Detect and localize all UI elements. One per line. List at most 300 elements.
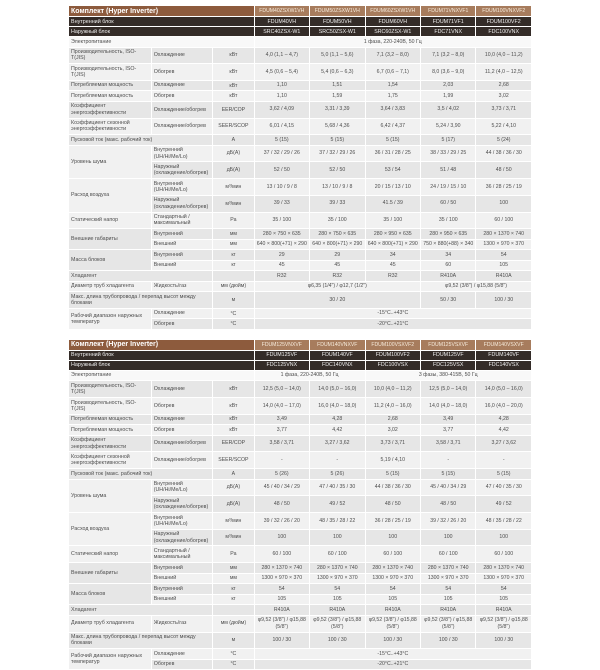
unit-label: м: [213, 292, 253, 308]
row-label: Диаметр труб хладагента: [69, 282, 151, 292]
spec-row: [69, 81, 531, 91]
row-sublabel: Внутренний: [152, 584, 213, 594]
spec-value: 100: [310, 530, 364, 546]
unit-label: кВт: [213, 381, 253, 397]
row-label: Диаметр труб хладагента: [69, 616, 151, 632]
spec-value: 16,0 (4,0 – 18,0): [310, 398, 364, 414]
unit-label: кВт: [213, 48, 253, 64]
spec-row: [69, 398, 531, 414]
row-label: Производительность, ISO-T(JIS): [69, 398, 151, 414]
spec-value: 36 / 31 / 28 / 25: [366, 146, 420, 162]
row-sublabel: Охлаждение/обогрев: [152, 452, 213, 468]
row-sublabel: Внешний: [152, 574, 213, 584]
table-title: Комплект (Hyper Inverter): [69, 340, 254, 350]
unit-label: кВт: [213, 64, 253, 80]
spec-value: 5 (15): [476, 469, 531, 479]
inner-unit-model: FDUM71VF1: [421, 17, 475, 26]
spec-value: 6,7 (0,6 – 7,1): [366, 64, 420, 80]
spec-value: 35 / 100: [421, 213, 475, 229]
spec-row: [69, 119, 531, 135]
unit-label: EER/COP: [213, 436, 253, 452]
kit-model-header: FDUM140VSXVF: [476, 340, 531, 350]
spec-value: 1,75: [366, 91, 420, 101]
unit-label: м: [213, 633, 253, 649]
unit-label: дБ(А): [213, 480, 253, 496]
spec-row: [69, 102, 531, 118]
spec-value: 60 / 100: [366, 546, 420, 562]
row-sublabel: Обогрев: [152, 64, 213, 80]
spec-value: 1,10: [255, 81, 309, 91]
spec-row: [69, 309, 531, 319]
spec-value: 4,28: [310, 415, 364, 425]
spec-value: 640 × 800(+71) × 290: [255, 240, 309, 250]
inner-block-label: Внутренний блок: [69, 17, 254, 26]
spec-value: 52 / 50: [255, 162, 309, 178]
unit-label: кг: [213, 261, 253, 271]
spec-value: 280 × 1370 × 740: [421, 563, 475, 573]
spec-value: 5,19 / 4,10: [366, 452, 420, 468]
spec-value: -20°C..+21°C: [255, 319, 531, 329]
row-sublabel: Внутренний (UH/Hi/Me/Lo): [152, 513, 213, 529]
unit-label: м³/мин: [213, 513, 253, 529]
spec-value: 45: [366, 261, 420, 271]
outer-block-label: Наружный блок: [69, 361, 254, 370]
spec-row: [69, 513, 531, 529]
spec-value: 5,68 / 4,36: [310, 119, 364, 135]
spec-value: 100: [421, 530, 475, 546]
spec-row: [69, 48, 531, 64]
inner-block-label: Внутренний блок: [69, 351, 254, 360]
spec-row: [69, 546, 531, 562]
spec-value: 2,68: [476, 81, 531, 91]
spec-row: [69, 452, 531, 468]
spec-row: [69, 91, 531, 101]
spec-row: [69, 605, 531, 615]
spec-row: [69, 135, 531, 145]
spec-value: 100 / 30: [476, 633, 531, 649]
spec-value: 39 / 33: [255, 196, 309, 212]
spec-value: 51 / 48: [421, 162, 475, 178]
spec-value: 48 / 50: [476, 162, 531, 178]
spec-value: R410A: [421, 605, 475, 615]
row-sublabel: Жидкость/газ: [152, 616, 213, 632]
spec-value: 105: [310, 595, 364, 605]
outer-unit-model: FDC125VNX: [255, 361, 309, 370]
row-sublabel: Стандартный / максимальный: [152, 213, 213, 229]
row-sublabel: Охлаждение: [152, 48, 213, 64]
spec-value: 45: [255, 261, 309, 271]
spec-value: 36 / 28 / 25 / 19: [476, 179, 531, 195]
unit-label: A: [213, 469, 253, 479]
spec-value: 54: [255, 584, 309, 594]
spec-value: 280 × 750 × 635: [310, 229, 364, 239]
spec-value: 640 × 800(+71) × 290: [366, 240, 420, 250]
row-label: Масса блоков: [69, 250, 151, 270]
spec-value: R410A: [421, 271, 475, 281]
spec-value: 100 / 30: [310, 633, 364, 649]
row-sublabel: Наружный (охлаждение/обогрев): [152, 196, 213, 212]
spec-value: 1 фаза, 220-240В, 50 Гц: [255, 37, 531, 47]
spec-value: 3,58 / 3,71: [255, 436, 309, 452]
spec-value: R410A: [310, 605, 364, 615]
spec-value: 20 / 15 / 13 / 10: [366, 179, 420, 195]
spec-value: 100: [255, 530, 309, 546]
spec-value: 3 фазы, 380-415В, 50 Гц: [366, 371, 531, 381]
spec-row: [69, 415, 531, 425]
spec-value: 13 / 10 / 9 / 8: [310, 179, 364, 195]
row-label: Коэффициент энергоэффективности: [69, 102, 151, 118]
spec-value: 45 / 40 / 34 / 29: [421, 480, 475, 496]
spec-value: 44 / 38 / 36 / 30: [476, 146, 531, 162]
spec-value: -15°C..+43°C: [255, 309, 531, 319]
row-label: Потребляемая мощность: [69, 425, 151, 435]
unit-label: EER/COP: [213, 102, 253, 118]
spec-value: 105: [421, 595, 475, 605]
spec-value: φ9,52 (3/8") / φ15,88 (5/8"): [366, 616, 420, 632]
outer-unit-model: FDC100VNX: [476, 27, 531, 36]
spec-value: 3,5 / 4,02: [421, 102, 475, 118]
spec-value: 280 × 1370 × 740: [310, 563, 364, 573]
spec-value: 5 (26): [255, 469, 309, 479]
row-label: Потребляемая мощность: [69, 81, 151, 91]
inner-unit-model: FDUM140VF: [476, 351, 531, 360]
unit-label: дБ(А): [213, 146, 253, 162]
spec-value: 60 / 100: [476, 546, 531, 562]
spec-value: 3,02: [366, 425, 420, 435]
spec-row: [69, 616, 531, 632]
spec-value: 60 / 100: [421, 546, 475, 562]
unit-label: м³/мин: [213, 196, 253, 212]
spec-value: 3,27 / 3,62: [476, 436, 531, 452]
spec-value: 2,03: [421, 81, 475, 91]
unit-label: м³/мин: [213, 179, 253, 195]
row-sublabel: Внешний: [152, 261, 213, 271]
spec-value: 48 / 35 / 28 / 22: [476, 513, 531, 529]
spec-value: 100 / 30: [476, 292, 531, 308]
spec-value: φ9,52 (3/8") / φ15,88 (5/8"): [421, 616, 475, 632]
inner-unit-model: FDUM100VF2: [366, 351, 420, 360]
outer-unit-model: FDC140VSX: [476, 361, 531, 370]
outer-unit-model: FDC140VNX: [310, 361, 364, 370]
row-sublabel: Обогрев: [152, 91, 213, 101]
row-label: Производительность, ISO-T(JIS): [69, 64, 151, 80]
spec-value: φ9,52 (3/8") / φ15,88 (5/8"): [421, 282, 531, 292]
unit-label: SEER/SCOP: [213, 452, 253, 468]
spec-row: [69, 292, 531, 308]
spec-value: 750 × 880(+88) × 340: [421, 240, 475, 250]
row-sublabel: Внешний: [152, 595, 213, 605]
spec-value: 100 / 30: [421, 633, 475, 649]
spec-value: 48 / 50: [255, 496, 309, 512]
row-sublabel: Охлаждение/обогрев: [152, 436, 213, 452]
spec-value: -: [310, 452, 364, 468]
spec-value: 49 / 52: [310, 496, 364, 512]
row-label: Внешние габариты: [69, 229, 151, 249]
spec-value: 100: [476, 196, 531, 212]
row-label: Электропитание: [69, 371, 254, 381]
spec-value: 105: [476, 261, 531, 271]
spec-value: 14,0 (5,0 – 16,0): [310, 381, 364, 397]
spec-row: [69, 469, 531, 479]
unit-label: мм: [213, 574, 253, 584]
spec-value: 5 (15): [366, 469, 420, 479]
unit-label: SEER/SCOP: [213, 119, 253, 135]
spec-value: φ9,52 (3/8") / φ15,88 (5/8"): [255, 616, 309, 632]
spec-value: 3,64 / 3,83: [366, 102, 420, 118]
spec-value: 3,62 / 4,09: [255, 102, 309, 118]
row-sublabel: Внутренний: [152, 563, 213, 573]
spec-value: 3,27 / 3,62: [310, 436, 364, 452]
spec-value: 54: [421, 584, 475, 594]
spec-value: 280 × 1370 × 740: [366, 563, 420, 573]
spec-value: 47 / 40 / 35 / 30: [310, 480, 364, 496]
unit-label: °C: [213, 309, 253, 319]
row-label: Коэффициент сезонной энергоэффективности: [69, 452, 151, 468]
spec-value: 1300 × 970 × 370: [255, 574, 309, 584]
spec-value: 5 (15): [255, 135, 309, 145]
spec-value: 10,0 (4,0 – 11,2): [366, 381, 420, 397]
spec-value: 36 / 28 / 25 / 19: [366, 513, 420, 529]
spec-value: 4,0 (1,1 – 4,7): [255, 48, 309, 64]
unit-label: мм: [213, 563, 253, 573]
row-label: Масса блоков: [69, 584, 151, 604]
unit-label: кВт: [213, 91, 253, 101]
spec-value: 280 × 950 × 635: [421, 229, 475, 239]
outer-unit-model: FDC125VSX: [421, 361, 475, 370]
spec-value: 1300 × 970 × 370: [476, 240, 531, 250]
row-sublabel: Обогрев: [152, 660, 213, 670]
spec-value: 640 × 800(+71) × 290: [310, 240, 364, 250]
outer-block-label: Наружный блок: [69, 27, 254, 36]
spec-value: 41.5 / 39: [366, 196, 420, 212]
row-sublabel: Охлаждение/обогрев: [152, 102, 213, 118]
row-label: Расход воздуха: [69, 513, 151, 545]
spec-value: 60 / 100: [476, 213, 531, 229]
spec-row: [69, 146, 531, 162]
spec-value: 1,51: [310, 81, 364, 91]
spec-value: 37 / 32 / 29 / 26: [310, 146, 364, 162]
spec-value: R32: [310, 271, 364, 281]
row-label: Производительность, ISO-T(JIS): [69, 48, 151, 64]
spec-value: φ9,52 (3/8") / φ15,88 (5/8"): [476, 616, 531, 632]
row-label: Уровень шума: [69, 146, 151, 178]
spec-value: 38 / 33 / 29 / 25: [421, 146, 475, 162]
spec-value: 3,73 / 3,71: [366, 436, 420, 452]
unit-label: кВт: [213, 398, 253, 414]
spec-value: 1,10: [255, 91, 309, 101]
spec-value: 3,77: [421, 425, 475, 435]
spec-value: 7,1 (3,2 – 8,0): [421, 48, 475, 64]
spec-value: 105: [476, 595, 531, 605]
spec-row: [69, 584, 531, 594]
row-sublabel: Обогрев: [152, 398, 213, 414]
unit-label: кВт: [213, 81, 253, 91]
row-sublabel: Охлаждение/обогрев: [152, 119, 213, 135]
unit-label: кВт: [213, 415, 253, 425]
spec-value: -15°C..+43°C: [255, 649, 531, 659]
inner-unit-model: FDUM100VF2: [476, 17, 531, 26]
spec-value: 48 / 50: [421, 496, 475, 512]
row-label: Хладагент: [69, 271, 212, 281]
row-sublabel: Охлаждение: [152, 649, 213, 659]
unit-label: °C: [213, 660, 253, 670]
spec-row: [69, 179, 531, 195]
unit-label: °C: [213, 319, 253, 329]
spec-value: 30 / 20: [255, 292, 420, 308]
unit-label: Pa: [213, 546, 253, 562]
unit-label: м³/мин: [213, 530, 253, 546]
spec-value: 24 / 19 / 15 / 10: [421, 179, 475, 195]
spec-value: 39 / 33: [310, 196, 364, 212]
row-label: Статический напор: [69, 546, 151, 562]
unit-label: кг: [213, 584, 253, 594]
spec-value: 280 × 1370 × 740: [255, 563, 309, 573]
spec-value: 5,4 (0,6 – 6,3): [310, 64, 364, 80]
spec-value: 45: [310, 261, 364, 271]
spec-row: [69, 213, 531, 229]
row-label: Потребляемая мощность: [69, 415, 151, 425]
row-label: Коэффициент энергоэффективности: [69, 436, 151, 452]
spec-value: 280 × 750 × 635: [255, 229, 309, 239]
unit-label: A: [213, 135, 253, 145]
unit-label: [213, 271, 253, 281]
spec-value: 105: [366, 595, 420, 605]
unit-label: мм: [213, 240, 253, 250]
row-sublabel: Внутренний (UH/Hi/Me/Lo): [152, 146, 213, 162]
spec-value: 3,73 / 3,71: [476, 102, 531, 118]
spec-value: 60 / 100: [255, 546, 309, 562]
spec-value: 4,28: [476, 415, 531, 425]
spec-value: 100: [366, 530, 420, 546]
spec-value: 1,54: [366, 81, 420, 91]
spec-value: 280 × 1370 × 740: [476, 563, 531, 573]
spec-value: 1300 × 970 × 370: [421, 574, 475, 584]
kit-model-header: FDUM40ZSXW1VH: [255, 6, 309, 16]
spec-value: -: [421, 452, 475, 468]
spec-value: R410A: [476, 605, 531, 615]
row-label: Хладагент: [69, 605, 212, 615]
row-label: Коэффициент сезонной энергоэффективности: [69, 119, 151, 135]
unit-label: кВт: [213, 425, 253, 435]
spec-value: 1300 × 970 × 370: [366, 574, 420, 584]
kit-model-header: FDUM50ZSXW1VH: [310, 6, 364, 16]
row-sublabel: Охлаждение: [152, 81, 213, 91]
spec-value: 12,5 (5,0 – 14,0): [255, 381, 309, 397]
spec-value: 10,0 (4,0 – 11,2): [476, 48, 531, 64]
outer-unit-model: SRC40ZSX-W1: [255, 27, 309, 36]
spec-value: 14,0 (4,0 – 18,0): [421, 398, 475, 414]
spec-value: -: [255, 452, 309, 468]
spec-value: 3,31 / 3,39: [310, 102, 364, 118]
spec-value: 44 / 38 / 36 / 30: [366, 480, 420, 496]
inner-unit-model: FDUM40VH: [255, 17, 309, 26]
outer-unit-model: FDC71VNX: [421, 27, 475, 36]
spec-value: 54: [476, 584, 531, 594]
spec-value: 5 (24): [476, 135, 531, 145]
inner-unit-model: FDUM50VH: [310, 17, 364, 26]
spec-value: 11,2 (4,0 – 12,5): [476, 64, 531, 80]
table-title: Комплект (Hyper Inverter): [69, 6, 254, 16]
spec-row: [69, 425, 531, 435]
spec-value: 1300 × 970 × 370: [310, 574, 364, 584]
spec-value: R410A: [476, 271, 531, 281]
unit-label: [213, 605, 253, 615]
spec-value: 105: [255, 595, 309, 605]
spec-value: 13 / 10 / 9 / 8: [255, 179, 309, 195]
spec-row: [69, 436, 531, 452]
row-label: Производительность, ISO-T(JIS): [69, 381, 151, 397]
spec-value: 16,0 (4,0 – 20,0): [476, 398, 531, 414]
spec-table-lower: [68, 339, 532, 670]
row-sublabel: Внешний: [152, 240, 213, 250]
spec-value: 3,02: [476, 91, 531, 101]
spec-value: 4,5 (0,6 – 5,4): [255, 64, 309, 80]
spec-value: -: [476, 452, 531, 468]
row-label: Статический напор: [69, 213, 151, 229]
row-label: Внешние габариты: [69, 563, 151, 583]
spec-value: R410A: [255, 605, 309, 615]
row-label: Потребляемая мощность: [69, 91, 151, 101]
spec-value: 3,77: [255, 425, 309, 435]
unit-label: мм (дюйм): [213, 616, 253, 632]
row-sublabel: Стандартный / максимальный: [152, 546, 213, 562]
spec-value: 5 (17): [421, 135, 475, 145]
spec-value: φ9,52 (3/8") / φ15,88 (5/8"): [310, 616, 364, 632]
spec-value: 7,1 (3,2 – 8,0): [366, 48, 420, 64]
inner-unit-model: FDUM125VF: [421, 351, 475, 360]
row-sublabel: Наружный (охлаждение/обогрев): [152, 162, 213, 178]
unit-label: мм (дюйм): [213, 282, 253, 292]
row-label: Рабочий диапазон наружных температур: [69, 309, 151, 329]
inner-unit-model: FDUM125VF: [255, 351, 309, 360]
unit-label: кг: [213, 250, 253, 260]
kit-model-header: FDUM100VSXVF2: [366, 340, 420, 350]
kit-model-header: FDUM125VNXVF: [255, 340, 309, 350]
row-sublabel: Жидкость/газ: [152, 282, 213, 292]
spec-value: 3,49: [421, 415, 475, 425]
spec-value: 48 / 50: [366, 496, 420, 512]
inner-unit-model: FDUM60VH: [366, 17, 420, 26]
spec-row: [69, 563, 531, 573]
spec-value: 14,0 (4,0 – 17,0): [255, 398, 309, 414]
row-sublabel: Внутренний (UH/Hi/Me/Lo): [152, 480, 213, 496]
spec-value: 100 / 30: [255, 633, 309, 649]
kit-model-header: FDUM125VSXVF: [421, 340, 475, 350]
spec-value: 5,24 / 3,90: [421, 119, 475, 135]
spec-row: [69, 229, 531, 239]
row-sublabel: Внутренний: [152, 250, 213, 260]
spec-value: 280 × 950 × 635: [366, 229, 420, 239]
spec-table-upper: [68, 5, 532, 330]
spec-row: [69, 371, 531, 381]
spec-value: 37 / 32 / 29 / 26: [255, 146, 309, 162]
spec-row: [69, 64, 531, 80]
unit-label: °C: [213, 649, 253, 659]
row-label: Рабочий диапазон наружных температур: [69, 649, 151, 669]
spec-value: 54: [476, 250, 531, 260]
spec-row: [69, 633, 531, 649]
unit-label: дБ(А): [213, 496, 253, 512]
spec-value: 5 (15): [421, 469, 475, 479]
unit-label: Pa: [213, 213, 253, 229]
unit-label: кг: [213, 595, 253, 605]
kit-model-header: FDUM60ZSXW1VH: [366, 6, 420, 16]
row-label: Пусковой ток (макс. рабочий ток): [69, 469, 212, 479]
spec-value: 100: [476, 530, 531, 546]
spec-value: 29: [255, 250, 309, 260]
spec-value: 5 (15): [366, 135, 420, 145]
unit-label: мм: [213, 229, 253, 239]
